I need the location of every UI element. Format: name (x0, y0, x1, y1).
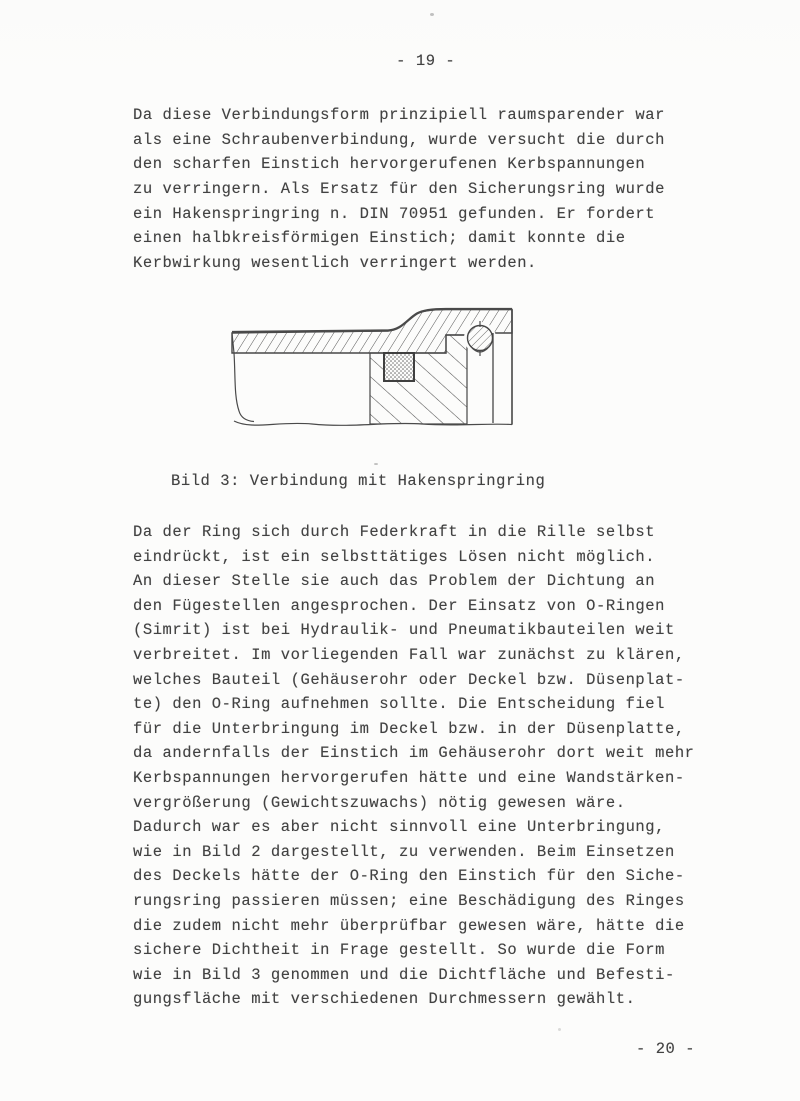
text-line: für die Unterbringung im Deckel bzw. in der Düsenplatte, (133, 719, 685, 738)
text-line: rungsring passieren müssen; eine Beschädigung des Ringes (133, 891, 685, 910)
scan-speck (374, 463, 378, 465)
paragraph-2 (133, 520, 695, 1012)
text-line: Da diese Verbindungsform prinzipiell raumsparender war (133, 106, 665, 124)
text-line: Kerbspannungen hervorgerufen hätte und eine Wandstärken- (133, 768, 685, 787)
text-line: wie in Bild 3 genommen und die Dichtfläche und Befesti- (133, 965, 675, 984)
text-line: ein Hakenspringring n. DIN 70951 gefunden. Er fordert (133, 204, 656, 223)
text-line: den Fügestellen angesprochen. Der Einsatz von O-Ringen (133, 596, 665, 615)
paragraph-1 (133, 103, 665, 276)
text-line: (Simrit) ist bei Hydraulik- und Pneumatikbauteilen weit (133, 621, 675, 640)
text-line: gungsfläche mit verschiedenen Durchmessern gewählt. (133, 990, 636, 1009)
text-line: da andernfalls der Einstich im Gehäuserohr dort weit mehr (133, 744, 695, 763)
cross-section-drawing (222, 300, 522, 435)
text-line: Kerbwirkung wesentlich verringert werden. (133, 254, 537, 273)
text-line: die zudem nicht mehr überprüfbar gewesen wäre, hätte die (133, 916, 685, 935)
text-line: Dadurch war es aber nicht sinnvoll eine Unterbringung, (133, 818, 665, 837)
text-line: eindrückt, ist ein selbsttätiges Lösen nicht möglich. (133, 547, 656, 566)
text-line: verbreitet. Im vorliegenden Fall war zunächst zu klären, (133, 645, 685, 664)
text-line: zu verringern. Als Ersatz für den Sicherungsring wurde (133, 180, 665, 199)
text-line: als eine Schraubenverbindung, wurde versucht die durch (133, 130, 665, 149)
text-line: wie in Bild 2 dargestellt, zu verwenden. Beim Einsetzen (133, 842, 675, 861)
text-line: einen halbkreisförmigen Einstich; damit konnte die (133, 229, 626, 248)
text-line: des Deckels hätte der O-Ring den Einstich für den Siche- (133, 867, 685, 886)
figure-caption: Bild 3: Verbindung mit Hakenspringring (171, 472, 546, 490)
text-line: Da der Ring sich durch Federkraft in die Rille selbst (133, 523, 656, 541)
text-line: sichere Dichtheit in Frage gestellt. So wurde die Form (133, 941, 665, 960)
page-number-header-text: - 19 - (396, 52, 456, 70)
hakenspringring-section (468, 326, 493, 351)
page-number-header (0, 34, 800, 88)
scan-speck (430, 13, 434, 16)
figure-drawing-bild-3 (222, 300, 522, 435)
o-ring-section (384, 353, 414, 381)
text-line: te) den O-Ring aufnehmen sollte. Die Entscheidung fiel (133, 695, 665, 714)
text-line: welches Bauteil (Gehäuserohr oder Deckel bzw. Düsenplat- (133, 670, 685, 689)
scan-speck (460, 846, 462, 848)
page-number-footer: - 20 - (636, 1040, 696, 1058)
text-line: An dieser Stelle sie auch das Problem der Dichtung an (133, 572, 656, 591)
scan-speck (558, 1028, 561, 1031)
text-line: den scharfen Einstich hervorgerufenen Kerbspannungen (133, 155, 646, 174)
text-line: vergrößerung (Gewichtszuwachs) nötig gewesen wäre. (133, 793, 626, 812)
